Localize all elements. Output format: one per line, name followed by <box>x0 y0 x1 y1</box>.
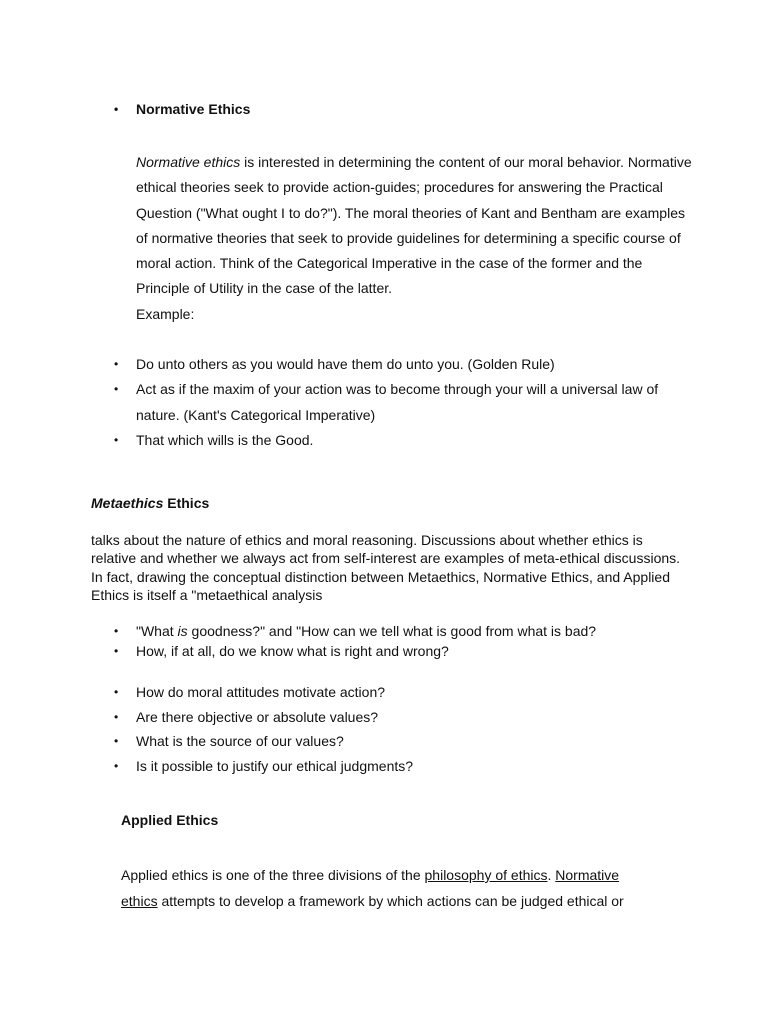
normative-lead-italic: Normative ethics <box>136 154 241 170</box>
list-item: • Do unto others as you would have them do unto you. (Golden Rule) <box>136 352 676 377</box>
list-item <box>136 621 696 641</box>
list-item: • What is the source of our values? <box>136 729 696 754</box>
metaethics-heading-italic: Metaethics <box>91 495 164 511</box>
list-item: • Act as if the maxim of your action was to become through your will a universal law of nature. (Kant's Categorical Imperative) <box>136 377 676 428</box>
metaethics-questions-list-a <box>136 621 696 661</box>
normative-examples-list <box>136 352 676 453</box>
applied-para-post: attempts to develop a framework by which actions can be judged ethical or <box>157 893 624 909</box>
q1-post: goodness?" and "How can we tell what is good from what is bad? <box>187 623 597 639</box>
list-item: • Are there objective or absolute values? <box>136 705 696 730</box>
normative-ethics-link[interactable]: Normative ethics <box>121 867 620 909</box>
metaethics-paragraph: talks about the nature of ethics and moral reasoning. Discussions about whether ethics is relative and whether we always act from self-interest are examples of meta-ethical discussions. In fact, drawing the conceptual distinction between Metaethics, Normative Ethics, and Applied Ethics is itself a "metaethical analysis <box>91 532 681 603</box>
list-item: • Is it possible to justify our ethical judgments? <box>136 754 696 779</box>
normative-ethics-paragraph <box>136 150 696 327</box>
metaethics-heading <box>91 495 209 512</box>
example-label: Example: <box>136 305 195 322</box>
applied-ethics-paragraph <box>121 862 631 914</box>
applied-para-mid: . <box>547 867 556 883</box>
normative-para-rest: is interested in determining the content of our moral behavior. Normative ethical theories seek to provide action-guides; procedures for answering the Practical Question ("What ought I to do?"). The moral theories of Kant and Bentham are examples of normative theories that seek to provide guidelines for determining a specific course of moral action. Think of the Categorical Imperative in the case of the former and the Principle of Utility in the case of the latter. <box>136 154 692 297</box>
list-item: • How do moral attitudes motivate action? <box>136 680 696 705</box>
metaethics-heading-rest: Ethics <box>163 495 210 511</box>
q1-italic: is <box>177 623 188 639</box>
list-item: • How, if at all, do we know what is right and wrong? <box>136 641 696 661</box>
applied-para-pre: Applied ethics is one of the three divisions of the <box>121 867 425 883</box>
list-item: • That which wills is the Good. <box>136 428 676 453</box>
q1-pre: "What <box>136 623 178 639</box>
metaethics-questions-list-b <box>136 680 696 779</box>
applied-ethics-heading: Applied Ethics <box>121 812 219 828</box>
normative-heading-text: Normative Ethics <box>136 101 251 117</box>
philosophy-of-ethics-link[interactable]: philosophy of ethics <box>424 867 548 883</box>
normative-ethics-heading <box>136 101 250 118</box>
